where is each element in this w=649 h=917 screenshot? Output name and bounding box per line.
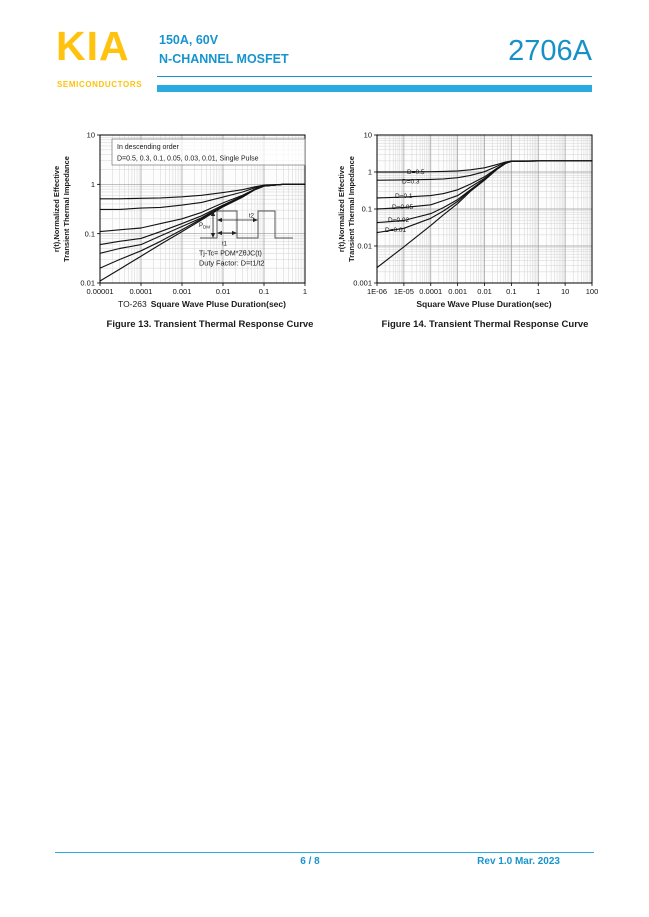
thermal-formula: Tj-Tc= PDM*ZθJC(t): [199, 250, 262, 258]
svg-text:1: 1: [302, 287, 308, 296]
svg-text:0.01: 0.01: [477, 287, 492, 296]
kia-logo-subtext: SEMICONDUCTORS: [57, 80, 143, 89]
svg-text:0.01: 0.01: [80, 278, 95, 288]
svg-text:1: 1: [367, 167, 372, 177]
figure14-chart: [335, 123, 625, 323]
svg-text:0.1: 0.1: [84, 229, 95, 239]
t2-label: t2: [249, 213, 255, 220]
svg-text:1E-05: 1E-05: [393, 287, 414, 296]
svg-text:D=0.1: D=0.1: [395, 193, 413, 200]
svg-text:D=0.01: D=0.01: [385, 227, 407, 234]
figure13-legend: [112, 139, 305, 165]
svg-text:0.0001: 0.0001: [129, 287, 153, 296]
svg-text:1: 1: [536, 287, 541, 296]
svg-text:10: 10: [363, 130, 372, 140]
figure14-canvas: [353, 131, 598, 296]
svg-text:D=0.02: D=0.02: [388, 217, 410, 224]
svg-text:0.1: 0.1: [258, 287, 270, 296]
duty-factor-formula: Duty Factor: D=t1/t2: [199, 258, 265, 268]
y-axis-title-line2: Transient Thermal Impedance: [62, 156, 71, 262]
svg-text:1E-06: 1E-06: [366, 287, 388, 296]
legend-line1: In descending order: [117, 144, 179, 151]
svg-text:0.01: 0.01: [357, 241, 372, 251]
svg-text:0.0001: 0.0001: [419, 287, 443, 296]
pdm-label: $P_{DM}$: [198, 223, 210, 230]
svg-text:0.001: 0.001: [353, 278, 372, 288]
footer-rule: [55, 852, 594, 853]
svg-text:1: 1: [90, 179, 95, 189]
svg-text:0.00001: 0.00001: [86, 287, 114, 296]
header-thick-rule: [157, 85, 592, 92]
device-rating: 150A, 60V: [159, 33, 219, 47]
svg-text:0.001: 0.001: [172, 287, 192, 296]
svg-text:0.01: 0.01: [215, 287, 231, 296]
svg-text:D=0.5: D=0.5: [407, 169, 425, 176]
svg-text:D=0.05: D=0.05: [392, 204, 414, 211]
figure14-caption: Figure 14. Transient Thermal Response Curve: [381, 319, 589, 330]
device-type: N-CHANNEL MOSFET: [159, 52, 289, 66]
svg-text:D=0.3: D=0.3: [402, 178, 420, 186]
part-number: 2706A: [508, 35, 592, 67]
svg-text:0.001: 0.001: [448, 287, 468, 296]
header-thin-rule: [157, 76, 592, 77]
svg-text:100: 100: [585, 287, 599, 296]
y-axis-title-line1: r(t),Normalized Effective: [337, 165, 346, 253]
x-axis-title: TO-263 Square Wave Pluse Duration(sec): [118, 299, 286, 309]
y-axis-title-line2: Transient Thermal Impedance: [347, 156, 356, 262]
page-number: 6 / 8: [300, 856, 320, 867]
revision-label: Rev 1.0 Mar. 2023: [477, 856, 560, 867]
y-axis-title-line1: r(t),Normalized Effective: [52, 165, 61, 253]
legend-line2: D=0.5, 0.3, 0.1, 0.05, 0.03, 0.01, Single Pulse: [117, 155, 259, 163]
svg-text:0.1: 0.1: [506, 287, 517, 296]
figure13-caption: Figure 13. Transient Thermal Response Curve: [106, 319, 314, 330]
svg-text:10: 10: [86, 130, 95, 140]
svg-text:10: 10: [560, 287, 570, 296]
t1-label: t1: [222, 241, 228, 248]
svg-text:0.1: 0.1: [361, 204, 372, 214]
x-axis-title: Square Wave Pluse Duration(sec): [416, 299, 552, 309]
figure13-chart: [50, 123, 335, 323]
kia-logo: KIA: [56, 23, 130, 69]
